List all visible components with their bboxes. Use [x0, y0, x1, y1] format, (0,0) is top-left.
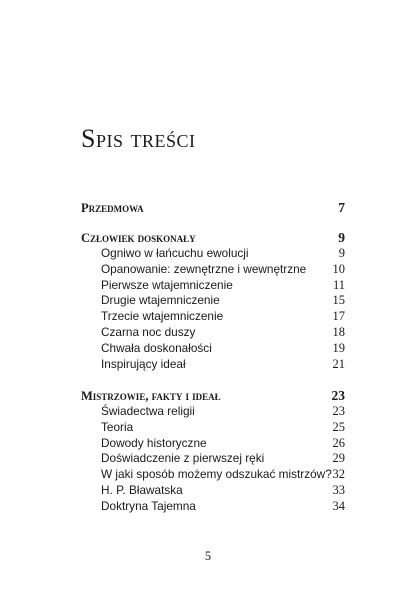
toc-entry-page: 10 [332, 261, 345, 276]
toc-entry [81, 341, 345, 357]
toc-entry-label: Drugie wtajemniczenie [101, 293, 220, 308]
toc-section-label: Przedmowa [81, 201, 144, 215]
toc-section-page: 23 [331, 387, 345, 403]
toc-entry-page: 11 [332, 277, 345, 292]
toc-entry-label: Ogniwo w łańcuchu ewolucji [101, 245, 249, 260]
toc-entry [81, 483, 345, 499]
toc-entry [81, 451, 345, 467]
toc-section-heading [81, 200, 345, 216]
toc-entry-page: 34 [332, 499, 345, 514]
toc-entry-label: Doktryna Tajemna [101, 499, 196, 514]
toc-section-label: Człowiek doskonały [81, 230, 196, 245]
toc-entry [81, 499, 345, 515]
toc-entry-label: Opanowanie: zewnętrzne i wewnętrzne [101, 261, 307, 276]
toc-entry-label: Pierwsze wtajemniczenie [101, 277, 233, 292]
toc-entry [81, 246, 345, 262]
toc-section-heading [81, 230, 345, 246]
toc-entry-page: 29 [332, 451, 345, 466]
toc-section-page: 9 [338, 229, 345, 245]
toc-section-label: Mistrzowie, fakty i ideał [81, 388, 221, 403]
toc-entry [81, 262, 345, 278]
toc-entry-label: Czarna noc duszy [101, 325, 196, 340]
toc-entry-label: Dowody historyczne [101, 435, 207, 450]
toc-entry-page: 9 [338, 245, 345, 260]
toc-entry [81, 325, 345, 341]
toc-section-heading [81, 388, 345, 404]
toc-entry-page: 33 [332, 483, 345, 498]
toc-entry-page: 19 [332, 341, 345, 356]
toc-entry-page: 23 [332, 403, 345, 418]
toc-entry [81, 278, 345, 294]
page-number: 5 [204, 549, 212, 563]
toc-entry [81, 404, 345, 420]
toc-entry-label: Świadectwa religii [101, 403, 195, 418]
toc-entry [81, 293, 345, 309]
toc-entry-label: Chwała doskonałości [101, 341, 212, 356]
toc-entry-page: 26 [332, 435, 345, 450]
toc-entry-label: Teoria [101, 419, 134, 434]
table-of-contents [81, 200, 345, 515]
toc-entry-page: 18 [332, 325, 345, 340]
toc-entry-page: 15 [332, 293, 345, 308]
toc-entry [81, 436, 345, 452]
toc-section-page: 7 [338, 200, 345, 215]
toc-entry-label: W jaki sposób możemy odszukać mistrzów? [101, 467, 332, 482]
toc-entry-label: Trzecie wtajemniczenie [101, 309, 224, 324]
toc-entry-label: H. P. Bławatska [101, 483, 183, 498]
toc-entry-page: 32 [332, 467, 345, 482]
toc-entry-label: Doświadczenie z pierwszej ręki [101, 451, 265, 466]
toc-entry-page: 25 [332, 419, 345, 434]
toc-entry [81, 420, 345, 436]
toc-entry-page: 17 [332, 309, 345, 324]
toc-entry [81, 467, 345, 483]
toc-entry [81, 357, 345, 373]
toc-entry-label: Inspirujący ideał [101, 357, 186, 372]
toc-entry [81, 309, 345, 325]
page-title: Spis treści [81, 124, 196, 153]
toc-entry-page: 21 [332, 357, 345, 372]
